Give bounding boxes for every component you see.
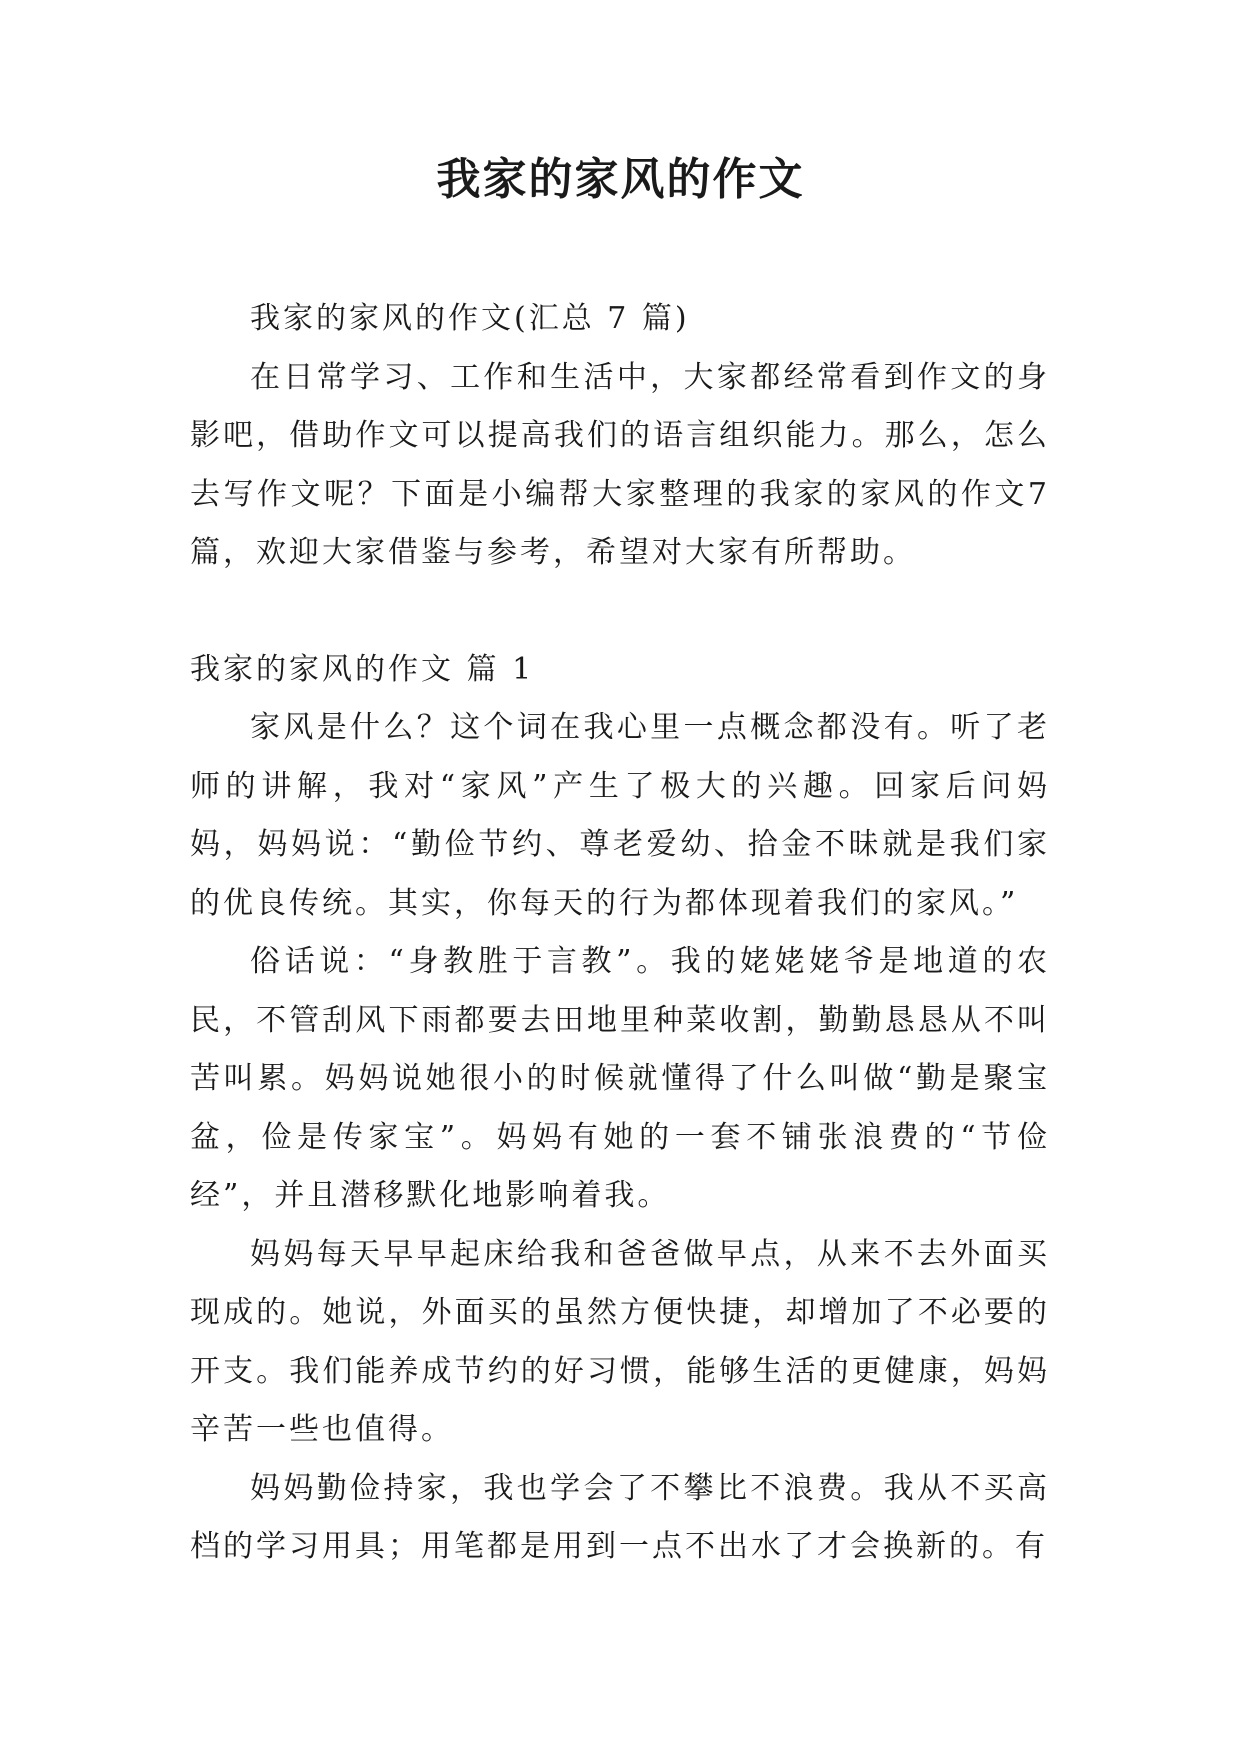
document-subtitle: 我家的家风的作文(汇总 7 篇) (250, 301, 690, 336)
document-body (190, 290, 1050, 1577)
body-paragraph: 妈妈每天早早起床给我和爸爸做早点，从来不去外面买现成的。她说，外面买的虽然方便快捷，却增加了不必要的开支。我们能养成节约的好习惯，能够生活的更健康，妈妈辛苦一些也值得。 (190, 1236, 1050, 1447)
document-title: 我家的家风的作文 (436, 154, 805, 205)
section-heading: 我家的家风的作文 篇 1 (190, 651, 535, 687)
body-paragraph: 妈妈勤俭持家，我也学会了不攀比不浪费。我从不买高档的学习用具；用笔都是用到一点不出水了才会换新的。有 (190, 1470, 1050, 1564)
body-paragraph: 俗话说：“身教胜于言教”。我的姥姥姥爷是地道的农民，不管刮风下雨都要去田地里种菜收割，勤勤恳恳从不叫苦叫累。妈妈说她很小的时候就懂得了什么叫做“勤是聚宝盆，俭是传家宝”。妈妈有她的一套不铺张浪费的“节俭经”，并且潜移默化地影响着我。 (190, 944, 1050, 1213)
body-paragraph: 家风是什么？这个词在我心里一点概念都没有。听了老师的讲解，我对“家风”产生了极大的兴趣。回家后问妈妈，妈妈说：“勤俭节约、尊老爱幼、拾金不昧就是我们家的优良传统。其实，你每天的行为都体现着我们的家风。” (190, 710, 1050, 921)
intro-paragraph: 在日常学习、工作和生活中，大家都经常看到作文的身影吧，借助作文可以提高我们的语言组织能力。那么，怎么去写作文呢？下面是小编帮大家整理的我家的家风的作文7篇，欢迎大家借鉴与参考，希望对大家有所帮助。 (190, 359, 1050, 570)
